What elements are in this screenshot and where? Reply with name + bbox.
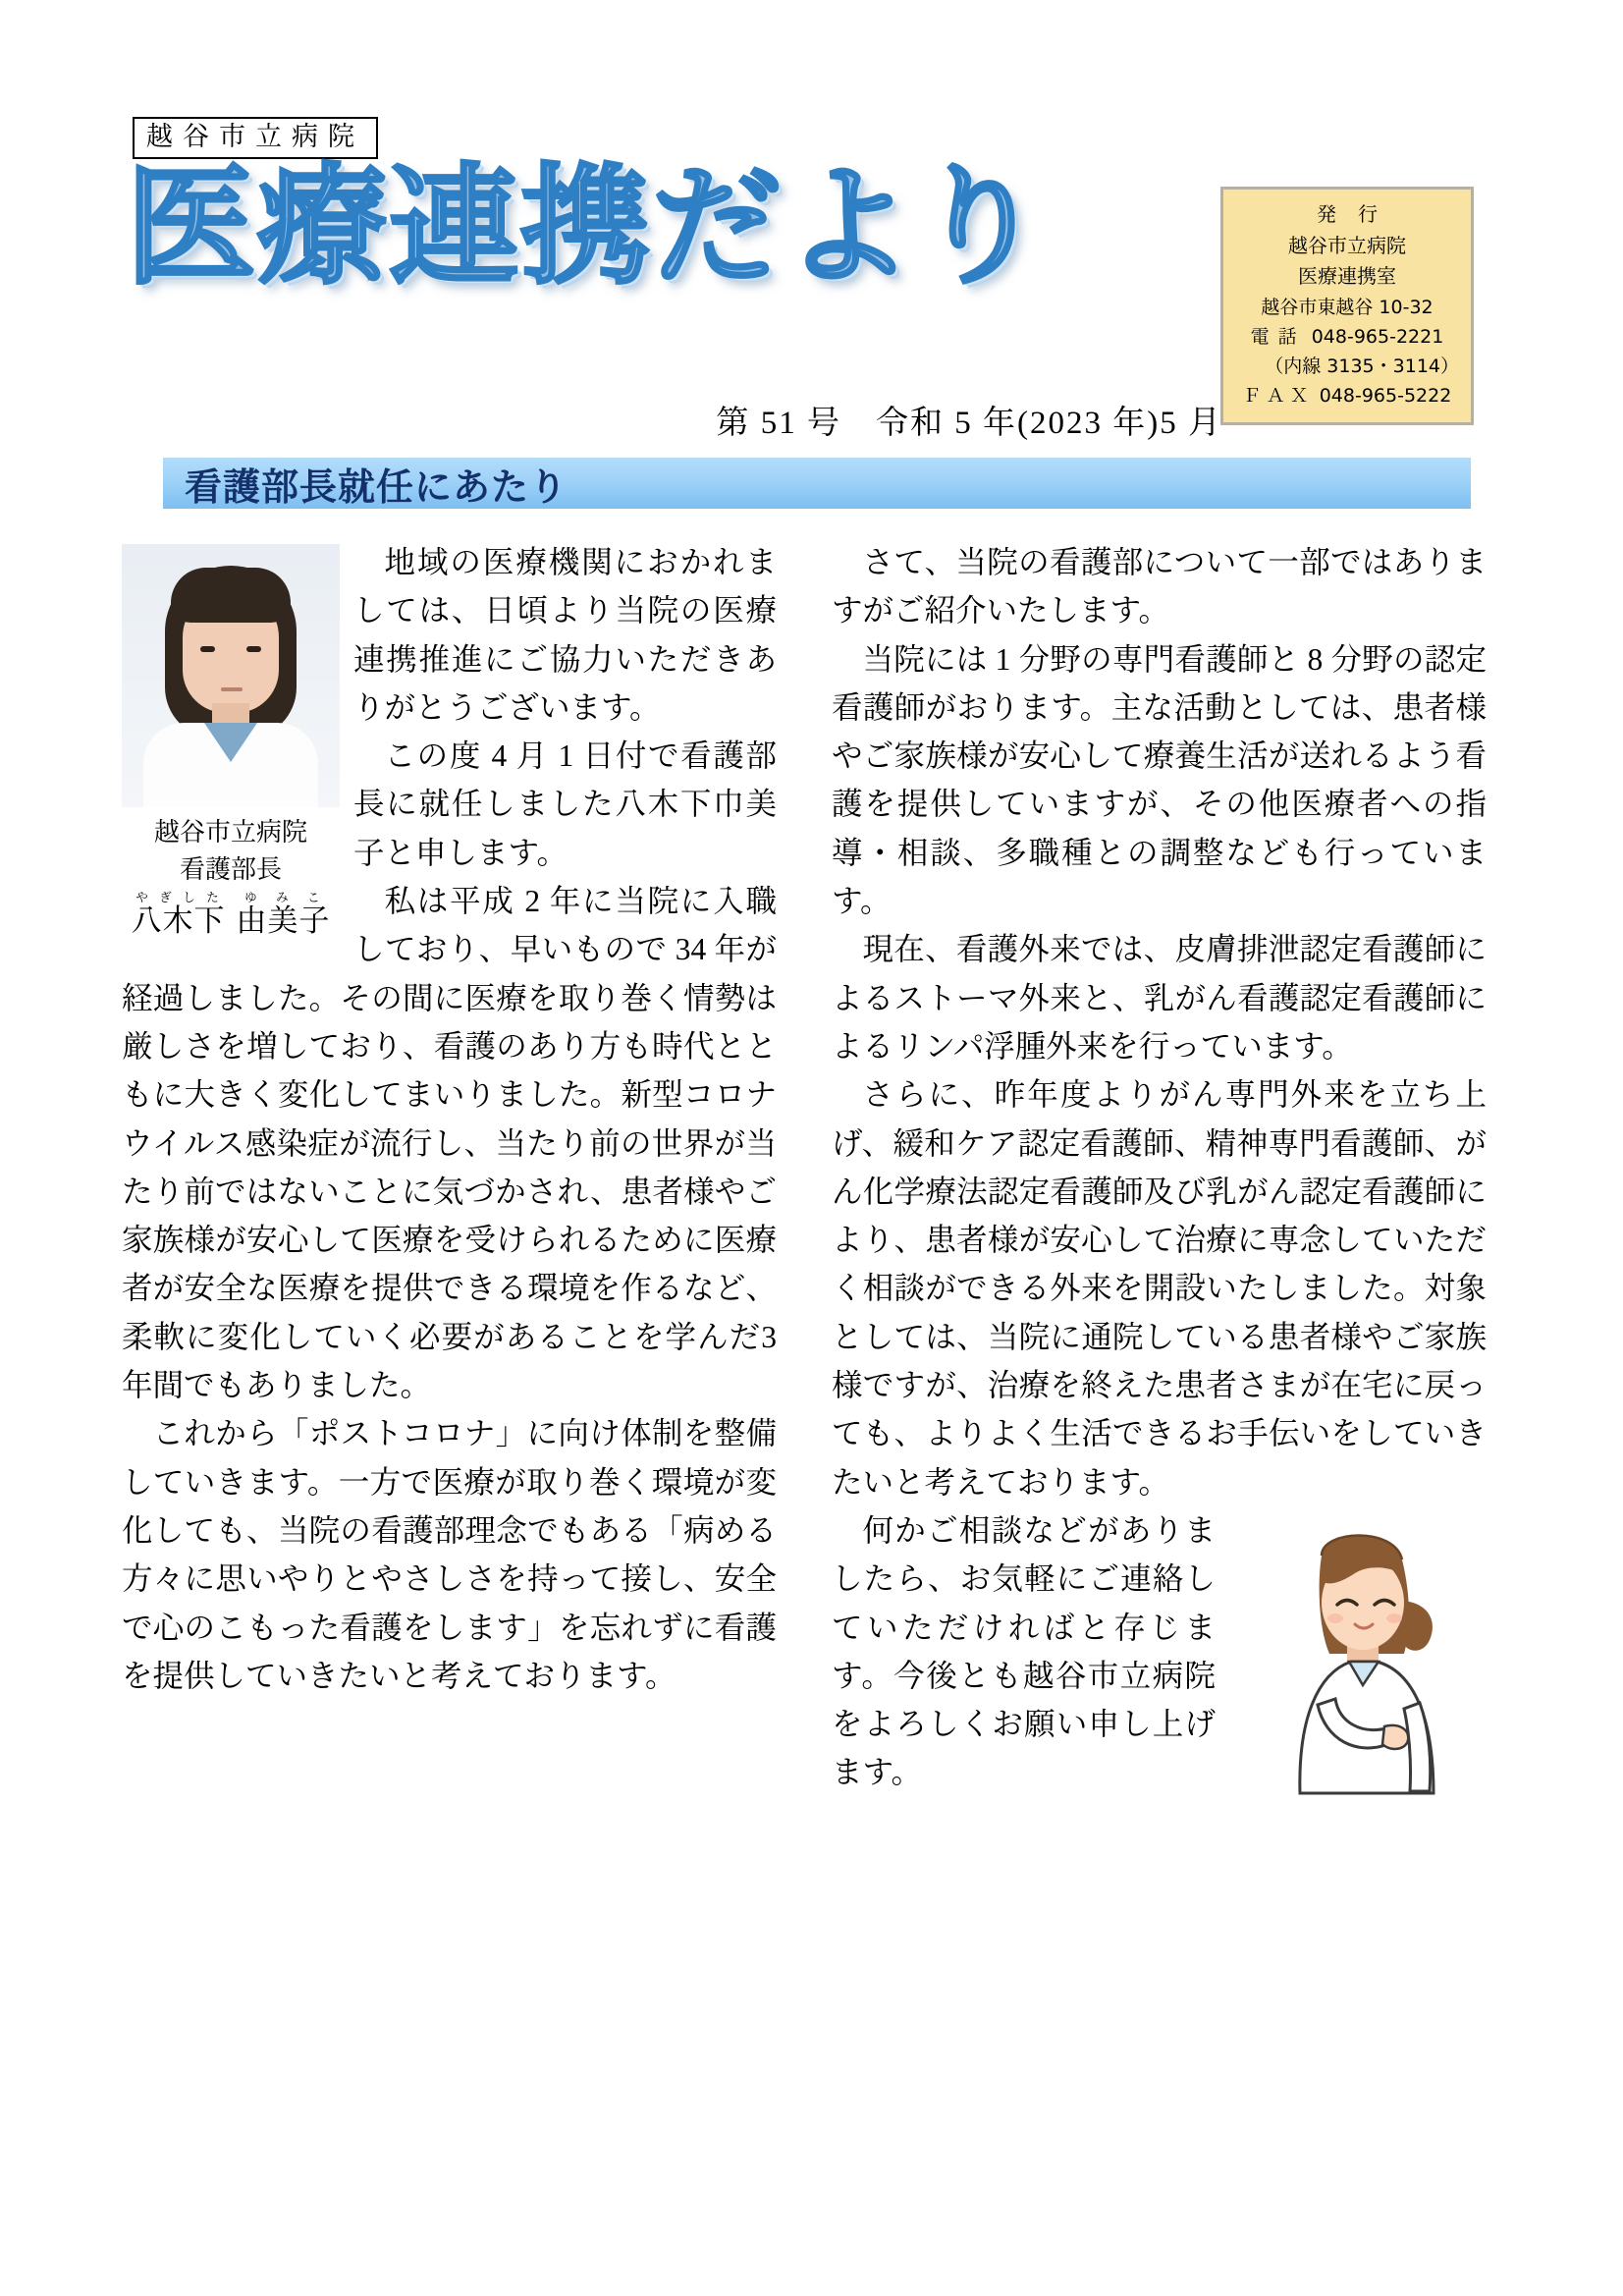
right-paragraph-5: 何かご相談などがありましたら、お気軽にご連絡していただければと存じます。今後とも越谷市立病院をよろしくお願い申し上げます。 bbox=[832, 1512, 1216, 1790]
nurse-illustration-block bbox=[1227, 1516, 1487, 1795]
publisher-telephone bbox=[1231, 322, 1463, 352]
fax-label: ＦＡＸ bbox=[1242, 384, 1314, 407]
left-paragraph-1: 地域の医療機関におかれましては、日頃より当院の医療連携推進にご協力いただきありがとうございます。 bbox=[353, 545, 777, 725]
portrait-photo bbox=[122, 544, 340, 807]
right-column bbox=[832, 538, 1487, 1797]
right-paragraph-2: 当院には 1 分野の専門看護師と 8 分野の認定看護師がおります。主な活動としては、患者様やご家族様が安心して療養生活が送れるよう看護を提供していますが、その他医療者への指導・相談、多職種との調整なども行っています。 bbox=[832, 641, 1487, 919]
right-paragraph-1: さて、当院の看護部について一部ではありますがご紹介いたします。 bbox=[832, 545, 1487, 629]
publisher-org-name: 越谷市立病院 bbox=[1288, 233, 1406, 257]
right-paragraph-4: さらに、昨年度よりがん専門外来を立ち上げ、緩和ケア認定看護師、精神専門看護師、がん化学療法認定看護師及び乳がん認定看護師により、患者様が安心して治療に専念していただく相談ができる外来を開設いたしました。対象としては、当院に通院している患者様やご家族様ですが、治療を終えた患者さまが在宅に戻っても、よりよく生活できるお手伝いをしていきたいと考えております。 bbox=[832, 1077, 1487, 1500]
hospital-name-tag: 越谷市立病院 bbox=[133, 117, 378, 159]
publisher-fax bbox=[1231, 381, 1463, 410]
left-paragraph-3: 私は平成 2 年に当院に入職しており、早いもので 34 年が経過しました。その間に医療を取り巻く情勢は厳しさを増しており、看護のあり方も時代とともに大きく変化してまいりました。新型コロナウイルス感染症が流行し、当たり前の世界が当たり前ではないことに気づかされ、患者様やご家族様が安心して医療を受けられるために医療者が安全な医療を提供できる環境を作るなど、柔軟に変化していく必要があることを学んだ3年間でもありました。 bbox=[122, 884, 777, 1403]
publisher-address: 越谷市東越谷 10-32 bbox=[1261, 296, 1434, 318]
right-eye-shape bbox=[246, 646, 261, 652]
photo-caption bbox=[122, 815, 340, 944]
left-paragraph-4: これから「ポストコロナ」に向け体制を整備していきます。一方で医療が取り巻く環境が変化しても、当院の看護部理念でもある「病める方々に思いやりとやさしさを持って接し、安全で心のこもった看護をします」を忘れずに看護を提供していきたいと考えております。 bbox=[122, 1416, 777, 1693]
name-surname: 八木下やぎした bbox=[131, 890, 226, 940]
publisher-issuer-label: 発行 bbox=[1317, 202, 1399, 226]
telephone-label: 電話 bbox=[1250, 325, 1306, 348]
telephone-number: 048-965-2221 bbox=[1311, 325, 1444, 348]
name-givenname: 由美子ゆみこ bbox=[236, 890, 331, 940]
portrait-photo-block bbox=[122, 544, 340, 944]
fax-number: 048-965-5222 bbox=[1319, 384, 1452, 407]
caption-role: 看護部長 bbox=[179, 854, 282, 885]
left-eye-shape bbox=[200, 646, 215, 652]
left-column bbox=[122, 538, 777, 1797]
masthead-title: 医療連携だより bbox=[126, 151, 1047, 302]
left-paragraph-2: この度 4 月 1 日付で看護部長に就任しました八木下巾美子と申します。 bbox=[353, 738, 777, 870]
section-heading-bar bbox=[163, 458, 1471, 509]
fringe-shape bbox=[171, 568, 291, 623]
nurse-bowing-icon bbox=[1227, 1516, 1487, 1795]
publisher-department: 医療連携室 bbox=[1298, 264, 1396, 289]
issue-date-line: 第 51 号 令和 5 年(2023 年)5 月 bbox=[716, 406, 1222, 441]
mouth-shape bbox=[221, 687, 243, 691]
publisher-info-box bbox=[1220, 187, 1474, 425]
publisher-extension: （内線 3135・3114） bbox=[1265, 355, 1459, 377]
right-paragraph-3: 現在、看護外来では、皮膚排泄認定看護師によるストーマ外来と、乳がん看護認定看護師によるリンパ浮腫外来を行っています。 bbox=[832, 932, 1487, 1064]
article-body bbox=[122, 538, 1487, 1797]
caption-name bbox=[122, 891, 340, 944]
section-heading-title: 看護部長就任にあたり bbox=[185, 465, 568, 509]
caption-org: 越谷市立病院 bbox=[153, 818, 307, 847]
